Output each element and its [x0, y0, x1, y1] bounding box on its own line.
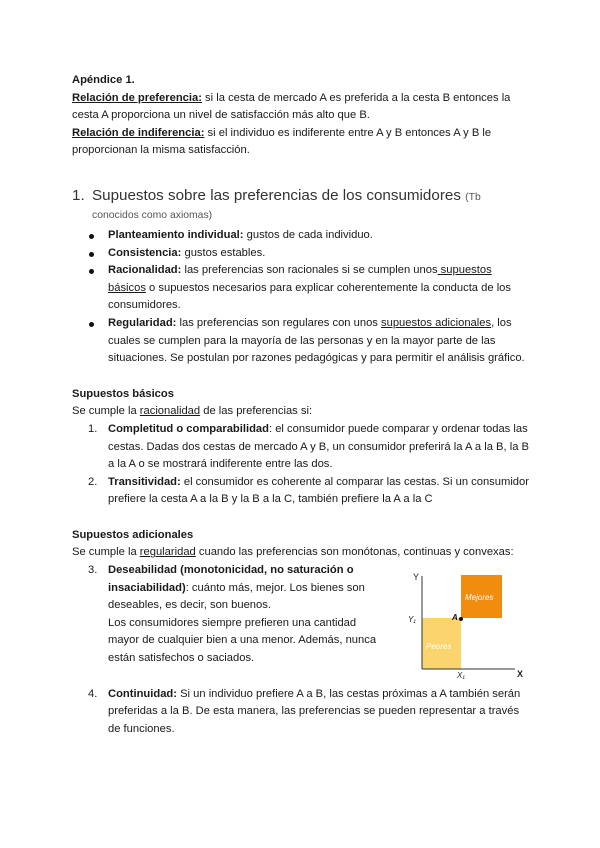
x-axis-label: X — [517, 669, 524, 679]
preference-relation-def: Relación de preferencia: si la cesta de mercado A es preferida a la cesta B entonces la cesta A proporciona un nivel de satisfacción más alto que B. — [72, 91, 511, 122]
additional-assumptions-link[interactable]: supuestos adicionales — [381, 316, 492, 329]
section-1-title: 1. Supuestos sobre las preferencias de los consumidores (Tb conocidos como axiomas) — [72, 186, 481, 221]
indifference-relation-term: Relación de indiferencia: — [72, 126, 205, 139]
point-a-label: A — [452, 613, 458, 622]
list-item: 1. Completitud o comparabilidad: el consumidor puede comparar y ordenar todas las cestas. Dadas dos cestas de mercado A y B, un consumidor preferirá la A a la B, la B a la A o se mostrará indiferente entre las dos. — [88, 422, 529, 471]
additional-assumptions-intro: Se cumple la regularidad cuando las preferencias son monótonas, continuas y convexas: — [72, 546, 514, 559]
list-item: 2. Transitividad: el consumidor es coherente al comparar las cestas. Si un consumidor prefiere la cesta A a la B y la B a la C, también prefiere la A a la C — [88, 475, 529, 506]
preference-relation-term: Relación de preferencia: — [72, 91, 202, 104]
list-item: Consistencia: gustos estables. — [72, 245, 532, 263]
list-item: 3. Deseabilidad (monotonicidad, no saturación o insaciabilidad): cuánto más, mejor. Los bienes son deseables, es decir, son buenos. Los consumidores siempre prefieren una cantidad mayor de cualquier bien a una menor. Además, nunca están satisfechos o saciados. — [88, 564, 377, 665]
additional-assumptions-heading: Supuestos adicionales — [72, 528, 194, 541]
basic-assumptions-list — [72, 421, 532, 509]
list-item: Racionalidad: las preferencias son racionales si se cumplen unos supuestos básicos o supuestos necesarios para explicar coherentemente la conducta de los consumidores. — [72, 262, 532, 315]
indifference-relation-def: Relación de indiferencia: si el individuo es indiferente entre A y B entonces A y B le proporcionan la misma satisfacción. — [72, 126, 492, 157]
point-a — [459, 617, 463, 621]
appendix-heading: Apéndice 1. — [72, 74, 135, 86]
basic-assumptions-link[interactable]: supuestos básicos — [108, 264, 492, 294]
preference-diagram — [405, 570, 531, 680]
x1-label: X₁ — [457, 671, 465, 680]
preference-assumptions-list — [72, 227, 532, 368]
list-item: Regularidad: las preferencias son regulares con unos supuestos adicionales, los cuales se cumplen para la mayoría de las personas y en la mayor parte de las situaciones. Se postulan por razones pedagógicas y para permitir el análisis gráfico. — [72, 315, 532, 368]
better-label: Mejores — [465, 593, 494, 602]
list-item: 4. Continuidad: Si un individuo prefiere A a B, las cestas próximas a A también serán preferidas a la B. De esta manera, las preferencias se pueden representar a través de funciones. — [88, 687, 521, 735]
list-item: Planteamiento individual: gustos de cada individuo. — [72, 227, 532, 245]
basic-assumptions-heading: Supuestos básicos — [72, 387, 174, 400]
y1-label: Y₁ — [408, 615, 416, 624]
basic-assumptions-intro: Se cumple la racionalidad de las preferencias si: — [72, 405, 313, 418]
worse-label: Peores — [426, 642, 452, 651]
y-axis-label: Y — [413, 572, 420, 582]
